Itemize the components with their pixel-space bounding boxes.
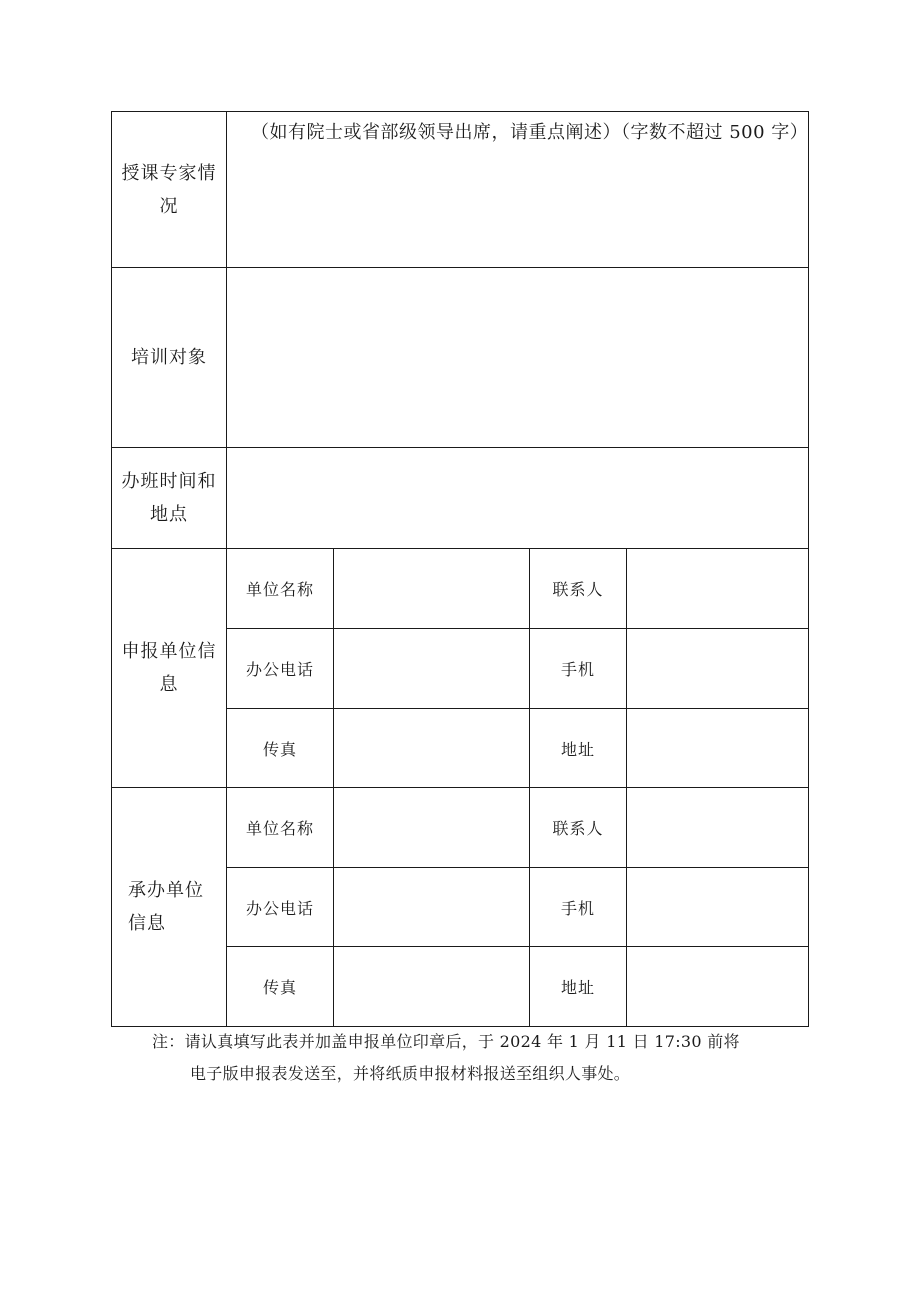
organizer-contact-field[interactable] [627, 788, 808, 868]
organizer-office-phone-label: 办公电话 [227, 868, 334, 947]
expert-label: 授课专家情况 [112, 112, 227, 268]
applicant-label: 申报单位信息 [112, 549, 227, 788]
applicant-mobile-label: 手机 [530, 629, 627, 709]
applicant-address-label: 地址 [530, 709, 627, 788]
applicant-office-phone-field[interactable] [334, 629, 530, 709]
organizer-address-field[interactable] [627, 947, 808, 1026]
application-form-table [111, 111, 809, 1027]
applicant-mobile-field[interactable] [627, 629, 808, 709]
expert-input-area[interactable] [227, 112, 808, 268]
time-place-input-area[interactable] [227, 448, 808, 549]
applicant-unit-name-label: 单位名称 [227, 549, 334, 629]
applicant-fax-field[interactable] [334, 709, 530, 788]
target-input-area[interactable] [227, 268, 808, 448]
applicant-unit-name-field[interactable] [334, 549, 530, 629]
applicant-fax-label: 传真 [227, 709, 334, 788]
organizer-mobile-field[interactable] [627, 868, 808, 947]
note-line-1: 注：请认真填写此表并加盖申报单位印章后，于 2024 年 1 月 11 日 17:30 前将 [152, 1032, 740, 1051]
organizer-contact-label: 联系人 [530, 788, 627, 868]
expert-hint: （如有院士或省部级领导出席，请重点阐述）（字数不超过 500 字） [251, 122, 809, 143]
applicant-contact-label: 联系人 [530, 549, 627, 629]
organizer-office-phone-field[interactable] [334, 868, 530, 947]
organizer-unit-name-label: 单位名称 [227, 788, 334, 868]
organizer-fax-label: 传真 [227, 947, 334, 1026]
applicant-address-field[interactable] [627, 709, 808, 788]
organizer-label: 承办单位信息 [112, 788, 227, 1026]
target-label: 培训对象 [112, 268, 227, 448]
organizer-address-label: 地址 [530, 947, 627, 1026]
organizer-mobile-label: 手机 [530, 868, 627, 947]
organizer-unit-name-field[interactable] [334, 788, 530, 868]
organizer-fax-field[interactable] [334, 947, 530, 1026]
time-place-label: 办班时间和地点 [112, 448, 227, 549]
note-line-2: 电子版申报表发送至，并将纸质申报材料报送至组织人事处。 [190, 1064, 631, 1083]
applicant-office-phone-label: 办公电话 [227, 629, 334, 709]
applicant-contact-field[interactable] [627, 549, 808, 629]
